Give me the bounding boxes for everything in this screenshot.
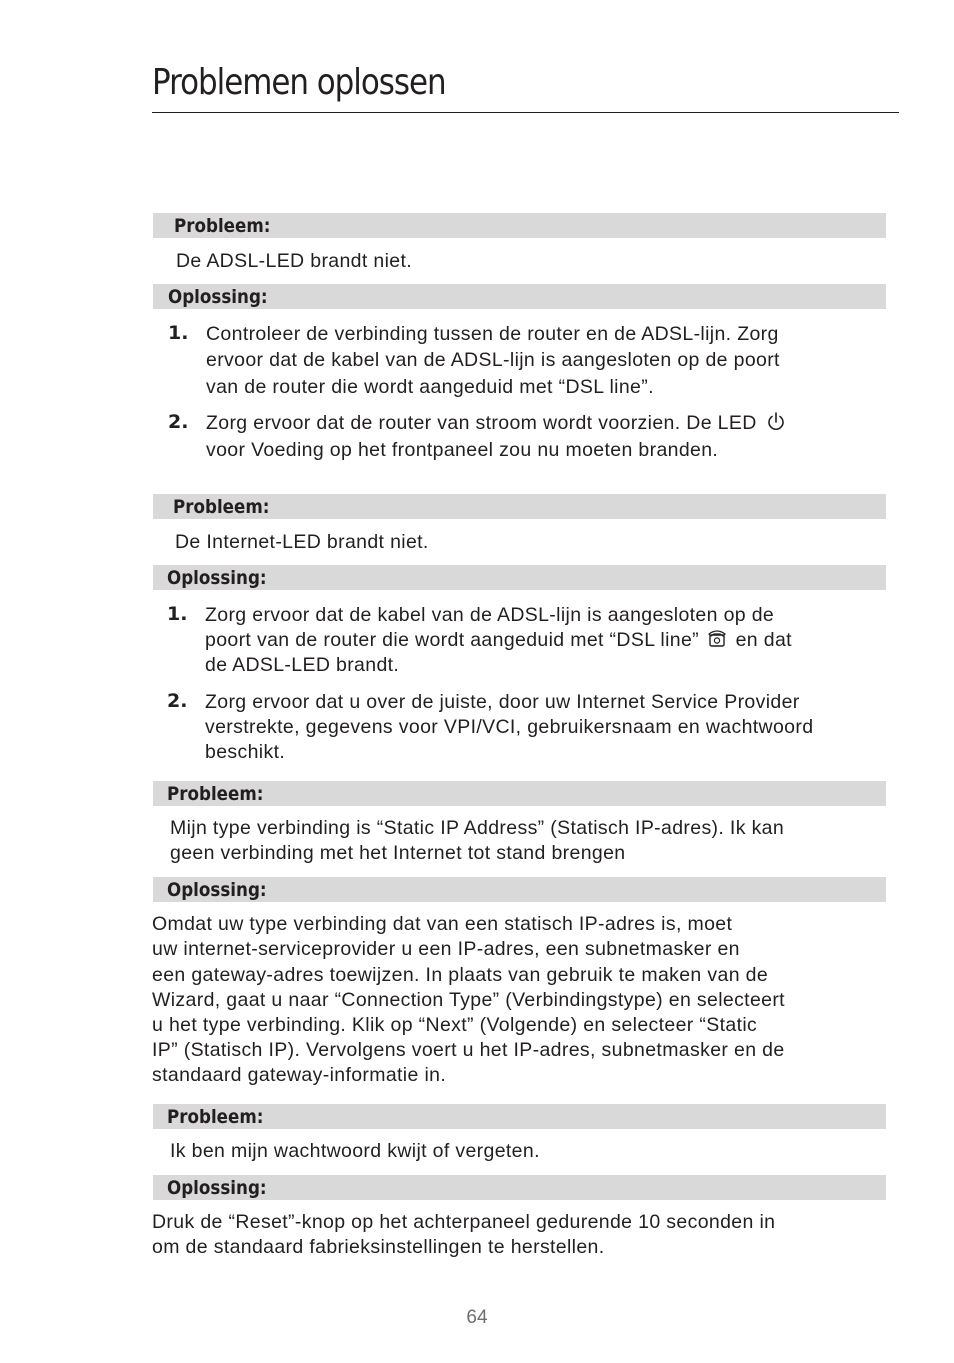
solution-text-line: u het type verbinding. Klik op “Next” (Volgende) en selecteer “Static xyxy=(152,1014,758,1036)
solution-label: Oplossing: xyxy=(168,286,268,308)
solution-label: Oplossing: xyxy=(167,879,267,901)
phone-icon xyxy=(707,628,727,656)
problem-header xyxy=(153,781,886,806)
step-text: en dat xyxy=(735,629,792,651)
solution-header xyxy=(153,877,886,902)
solution-header xyxy=(153,284,886,309)
problem-text: De Internet-LED brandt niet. xyxy=(175,531,429,553)
problem-label: Probleem: xyxy=(174,215,271,237)
solution-text-line: Wizard, gaat u naar “Connection Type” (Verbindingstype) en selecteert xyxy=(152,989,785,1011)
step-text-line: Zorg ervoor dat de kabel van de ADSL-lijn is aangesloten op de xyxy=(205,604,775,626)
step-text-line: van de router die wordt aangeduid met “DSL line”. xyxy=(206,376,654,398)
solution-label: Oplossing: xyxy=(167,567,267,589)
step-text: Zorg ervoor dat de router van stroom wordt voorzien. De LED xyxy=(206,412,757,434)
step-text-line: voor Voeding op het frontpaneel zou nu moeten branden. xyxy=(206,439,719,461)
problem-text: Ik ben mijn wachtwoord kwijt of vergeten. xyxy=(170,1140,540,1162)
solution-header xyxy=(153,1175,886,1200)
step-number: 1. xyxy=(168,322,189,344)
step-text-line: Zorg ervoor dat u over de juiste, door uw Internet Service Provider xyxy=(205,691,800,713)
solution-text-line: IP” (Statisch IP). Vervolgens voert u het IP-adres, subnetmasker en de xyxy=(152,1039,785,1061)
solution-text-line: om de standaard fabrieksinstellingen te herstellen. xyxy=(152,1236,605,1258)
problem-text: De ADSL-LED brandt niet. xyxy=(176,250,413,272)
problem-label: Probleem: xyxy=(173,496,270,518)
step-text-line xyxy=(205,628,792,656)
solution-text-line: standaard gateway-informatie in. xyxy=(152,1064,447,1086)
problem-header xyxy=(153,213,886,238)
title-rule xyxy=(152,112,899,113)
page-number: 64 xyxy=(466,1307,488,1328)
solution-text-line: uw internet-serviceprovider u een IP-adres, een subnetmasker en xyxy=(152,938,740,960)
problem-header xyxy=(153,1104,886,1129)
step-text-line: verstrekte, gegevens voor VPI/VCI, gebruikersnaam en wachtwoord xyxy=(205,716,814,738)
solution-header xyxy=(153,565,886,590)
step-number: 2. xyxy=(168,411,189,433)
step-text-line: ervoor dat de kabel van de ADSL-lijn is aangesloten op de poort xyxy=(206,349,780,371)
problem-header xyxy=(153,494,886,519)
problem-label: Probleem: xyxy=(167,783,264,805)
step-text: poort van de router die wordt aangeduid met “DSL line” xyxy=(205,629,700,651)
solution-label: Oplossing: xyxy=(167,1177,267,1199)
solution-text-line: Druk de “Reset”-knop op het achterpaneel gedurende 10 seconden in xyxy=(152,1211,776,1233)
step-text-line: de ADSL-LED brandt. xyxy=(205,654,400,676)
step-number: 1. xyxy=(167,603,188,625)
step-text-line xyxy=(206,411,786,441)
step-number: 2. xyxy=(167,690,188,712)
solution-text-line: Omdat uw type verbinding dat van een statisch IP-adres is, moet xyxy=(152,913,733,935)
page-title: Problemen oplossen xyxy=(152,62,446,103)
power-icon xyxy=(766,411,786,441)
solution-text-line: een gateway-adres toewijzen. In plaats van gebruik te maken van de xyxy=(152,964,769,986)
step-text-line: Controleer de verbinding tussen de router en de ADSL-lijn. Zorg xyxy=(206,323,779,345)
problem-label: Probleem: xyxy=(167,1106,264,1128)
step-text-line: beschikt. xyxy=(205,741,286,763)
problem-text-line: geen verbinding met het Internet tot stand brengen xyxy=(170,842,626,864)
problem-text-line: Mijn type verbinding is “Static IP Address” (Statisch IP-adres). Ik kan xyxy=(170,817,785,839)
